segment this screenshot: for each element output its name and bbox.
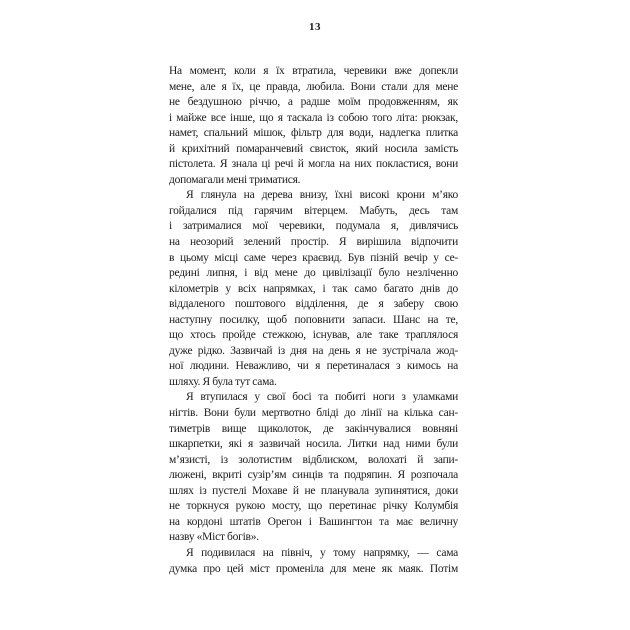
text-line: і майже все інше, що я таскала із собою того літа: рюкзак,: [169, 111, 458, 124]
text-line: дуже рідко. Зазвичай із дня на день я не зустрічала жод-: [169, 344, 458, 357]
text-line: назву «Міст богів».: [169, 531, 259, 544]
text-line: й крихітний помаранчевий свисток, який носила замість: [169, 142, 458, 155]
text-line: гойдалися під гарячим вітерцем. Мабуть, десь там: [169, 204, 458, 217]
text-line: Я подивилася на північ, у тому напрямку, — сама: [186, 546, 458, 559]
text-line: м’язисті, із золотистим відблиском, волохаті й запи-: [169, 453, 458, 466]
text-line: мене, але я їх, це правда, любила. Вони стали для мене: [169, 80, 458, 93]
text-line: не торкнуся рукою мосту, що перетинає річку Колумбія: [169, 500, 458, 513]
text-line: пістолета. Я знала ці речі й могла на них покластися, вони: [169, 158, 458, 171]
text-line: на кордоні штатів Орегон і Вашингтон та має величну: [169, 515, 458, 528]
text-line: в цьому місці саме через краєвид. Був пізній вечір у се-: [169, 251, 458, 264]
text-line: тиметрів вище щиколоток, де закінчувалися вовняні: [169, 422, 458, 435]
text-line: шлях із пустелі Мохаве й не планувала зупинятися, доки: [169, 484, 458, 497]
text-line: ної людини. Неважливо, чи я перетиналася з кимось на: [169, 360, 458, 373]
text-line: віддаленого поштового відділення, де я заберу свою: [169, 298, 458, 311]
text-line: допомагали мені триматися.: [169, 173, 301, 186]
text-line: не бездушною річчю, а радше моїм продовженням, як: [169, 96, 458, 109]
text-line: шляху. Я була тут сама.: [169, 375, 277, 388]
text-line: на неозорий зелений простір. Я вирішила відпочити: [169, 236, 458, 249]
text-line: думка про цей міст променіла для мене як маяк. Потім: [169, 562, 458, 575]
text-line: кілометрів у всіх напрямках, і так само багато днів до: [169, 282, 458, 295]
text-line: намет, спальний мішок, фільтр для води, надлегка плитка: [169, 127, 458, 140]
page-number: 13: [309, 21, 321, 33]
text-line: що хтось пройде стежкою, існував, але таке траплялося: [169, 329, 458, 342]
text-line: шкарпетки, які я зазвичай носила. Литки над ними були: [169, 438, 458, 451]
text-line: На момент, коли я їх втратила, черевики вже допекли: [169, 65, 458, 77]
text-line: і затрималися мої черевики, подумала я, дивлячись: [169, 220, 458, 233]
text-line: Я глянула на дерева внизу, їхні високі крони м’яко: [186, 189, 458, 202]
text-line: наступну посилку, щоб поповнити запаси. Шанс на те,: [169, 313, 458, 326]
page-text-column: [169, 64, 458, 577]
text-line: редині липня, і від мене до цивілізації було незліченно: [169, 267, 458, 280]
text-line: Я втупилася у свої босі та побиті ноги з уламками: [186, 391, 458, 404]
text-line: нігтів. Вони були мертвотно бліді до лінії на кілька сан-: [169, 407, 458, 420]
text-line: люжені, вкриті сузір’ям синців та подряпин. Я розпочала: [169, 469, 458, 482]
